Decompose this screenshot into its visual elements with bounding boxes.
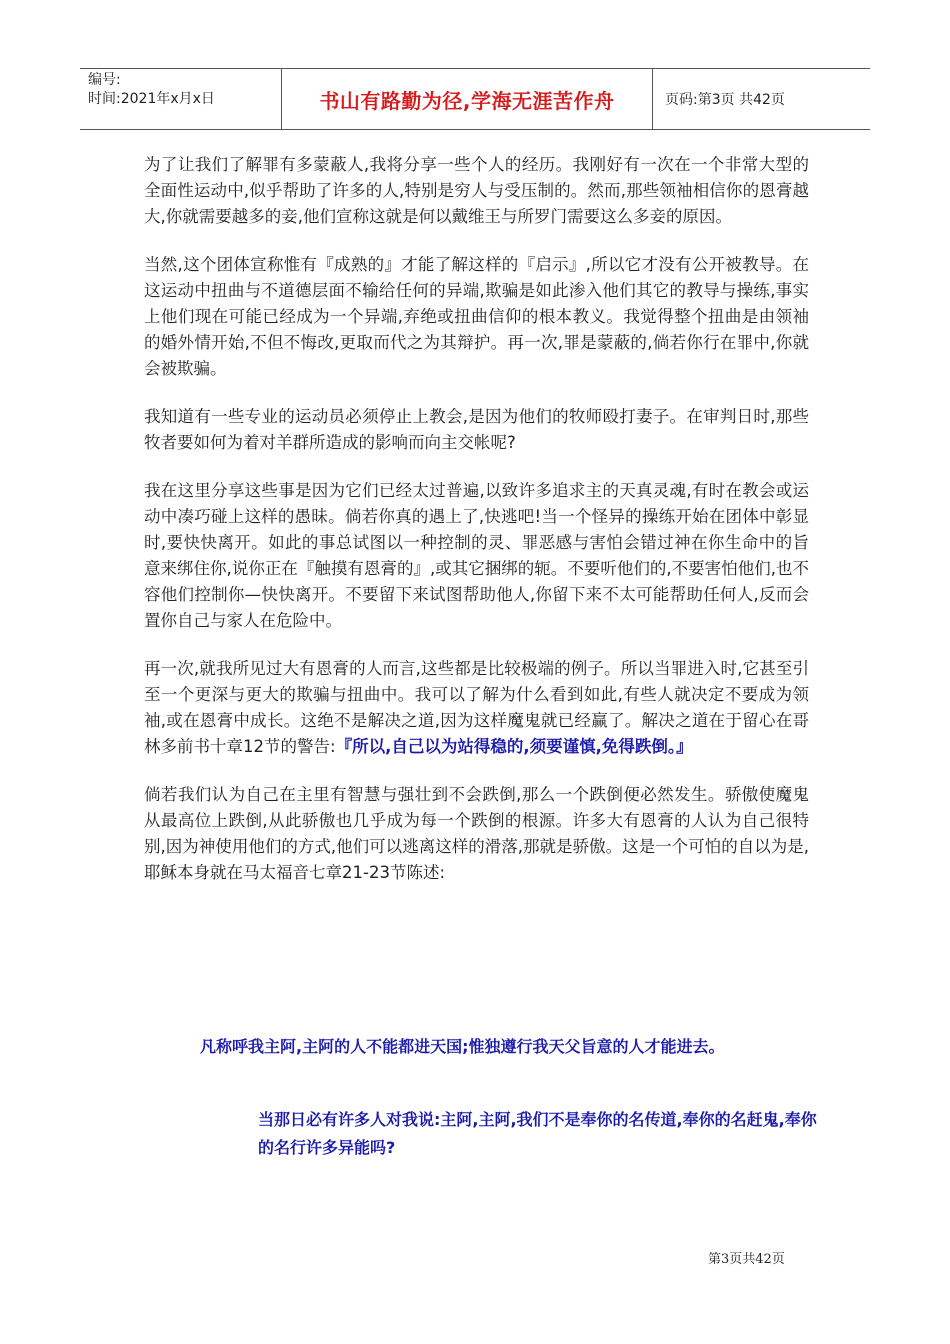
body-paragraph: 我知道有一些专业的运动员必须停止上教会,是因为他们的牧师殴打妻子。在审判日时,那些牧者要如何为着对羊群所造成的影响而向主交帐呢? [144,407,809,452]
body-paragraph: 我在这里分享这些事是因为它们已经太过普遍,以致许多追求主的天真灵魂,有时在教会或运动中凑巧碰上这样的愚昧。倘若你真的遇上了,快逃吧!当一个怪异的操练开始在团体中彰显时,要快快离开。如此的事总试图以一种控制的灵、罪恶感与害怕会错过神在你生命中的旨意来绑住你,说你正在『触摸有恩膏的』,或其它捆绑的轭。不要听他们的,不要害怕他们,也不容他们控制你—快快离开。不要留下来试图帮助他人,你留下来不太可能帮助任何人,反而会置你自己与家人在危险中。 [144,481,809,630]
document-body [144,152,809,908]
body-paragraph: 为了让我们了解罪有多蒙蔽人,我将分享一些个人的经历。我刚好有一次在一个非常大型的全面性运动中,似乎帮助了许多的人,特别是穷人与受压制的。然而,那些领袖相信你的恩膏越大,你就需要越多的妾,他们宣称这就是何以戴维王与所罗门需要这么多妾的原因。 [144,155,809,226]
body-paragraph-with-quote [144,656,809,760]
scripture-quote: 凡称呼我主阿,主阿的人不能都进天国;惟独遵行我天父旨意的人才能进去。 [200,1037,725,1056]
body-paragraph: 倘若我们认为自己在主里有智慧与强壮到不会跌倒,那么一个跌倒便必然发生。骄傲使魔鬼从最高位上跌倒,从此骄傲也几乎成为每一个跌倒的根源。许多大有恩膏的人认为自己很特别,因为神使用他们的方式,他们可以逃离这样的滑落,那就是骄傲。这是一个可怕的自以为是,耶稣本身就在马太福音七章21-23节陈述: [144,785,809,882]
document-number-label: 编号: [88,72,121,88]
paragraph-text: 再一次,就我所见过大有恩膏的人而言,这些都是比较极端的例子。所以当罪进入时,它甚至引至一个更深与更大的欺骗与扭曲中。我可以了解为什么看到如此,有些人就决定不要成为领袖,或在恩膏中成长。这绝不是解决之道,因为这样魔鬼就已经赢了。解决之道在于留心在哥林多前书十章12节的警告: [144,659,809,756]
page-header [80,68,870,130]
scripture-quote: 当那日必有许多人对我说:主阿,主阿,我们不是奉你的名传道,奉你的名赶鬼,奉你的名行许多异能吗? [258,1110,817,1157]
page-footer-number: 第3页共42页 [708,1252,785,1267]
header-meta-cell [80,69,282,129]
document-date-label: 时间:2021年x月x日 [88,91,215,107]
header-page-number: 页码:第3页 共42页 [665,92,785,108]
header-motto: 书山有路勤为径,学海无涯苦作舟 [282,69,653,129]
body-paragraph: 当然,这个团体宣称惟有『成熟的』才能了解这样的『启示』,所以它才没有公开被教导。在这运动中扭曲与不道德层面不输给任何的异端,欺骗是如此渗入他们其它的教导与操练,事实上他们现在可能已经成为一个异端,弃绝或扭曲信仰的根本教义。我觉得整个扭曲是由领袖的婚外情开始,不但不悔改,更取而代之为其辩护。再一次,罪是蒙蔽的,倘若你行在罪中,你就会被欺骗。 [144,255,809,378]
scripture-emphasis: 『所以,自己以为站得稳的,须要谨慎,免得跌倒。』 [335,737,693,756]
